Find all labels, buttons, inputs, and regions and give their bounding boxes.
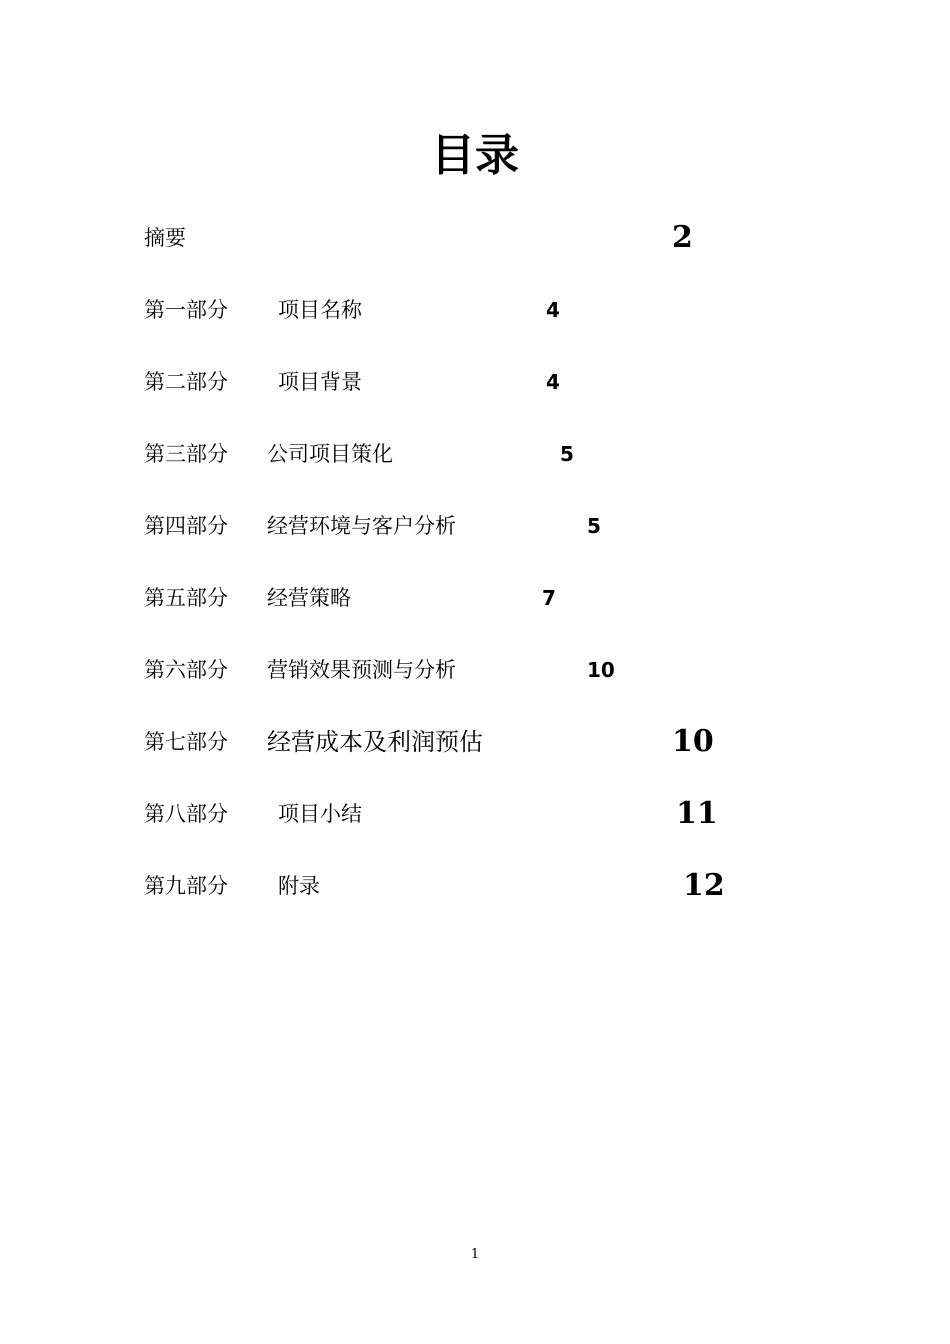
toc-section-title: 营销效果预测与分析 — [267, 658, 456, 682]
toc-entry-part-7[interactable] — [0, 722, 950, 762]
toc-part-label: 第六部分 — [144, 658, 228, 682]
toc-page-number: 7 — [542, 586, 556, 610]
toc-entry-part-2[interactable] — [0, 362, 950, 402]
toc-entry-part-5[interactable] — [0, 578, 950, 618]
toc-part-label: 第七部分 — [144, 730, 228, 754]
footer-page-number: 1 — [470, 1247, 480, 1262]
toc-page-number: 11 — [676, 796, 718, 831]
toc-entry-abstract[interactable] — [0, 218, 950, 258]
toc-section-title: 项目小结 — [278, 802, 362, 826]
toc-page-number: 4 — [546, 298, 560, 322]
toc-page-number: 10 — [672, 724, 714, 759]
toc-part-label: 第三部分 — [144, 442, 228, 466]
toc-section-title: 项目名称 — [278, 298, 362, 322]
toc-entry-part-1[interactable] — [0, 290, 950, 330]
toc-page-number: 5 — [560, 442, 574, 466]
toc-section-title: 项目背景 — [278, 370, 362, 394]
toc-entry-part-3[interactable] — [0, 434, 950, 474]
toc-entry-part-4[interactable] — [0, 506, 950, 546]
toc-section-title: 经营环境与客户分析 — [267, 514, 456, 538]
toc-section-title: 附录 — [278, 874, 320, 898]
toc-part-label: 第八部分 — [144, 802, 228, 826]
toc-page-number: 5 — [587, 514, 601, 538]
toc-part-label: 第一部分 — [144, 298, 228, 322]
toc-part-label: 第二部分 — [144, 370, 228, 394]
toc-part-label: 第五部分 — [144, 586, 228, 610]
toc-entry-part-6[interactable] — [0, 650, 950, 690]
toc-part-label: 摘要 — [144, 226, 186, 250]
toc-part-label: 第四部分 — [144, 514, 228, 538]
toc-page-number: 12 — [683, 868, 725, 903]
toc-section-title: 公司项目策化 — [267, 442, 393, 466]
toc-part-label: 第九部分 — [144, 874, 228, 898]
toc-section-title: 经营策略 — [267, 586, 351, 610]
toc-page-number: 2 — [672, 220, 693, 255]
toc-page-number: 10 — [587, 658, 615, 682]
toc-entry-part-9[interactable] — [0, 866, 950, 906]
toc-section-title: 经营成本及利润预估 — [267, 728, 483, 756]
toc-entry-part-8[interactable] — [0, 794, 950, 834]
toc-page-number: 4 — [546, 370, 560, 394]
page-title: 目录 — [431, 130, 519, 181]
